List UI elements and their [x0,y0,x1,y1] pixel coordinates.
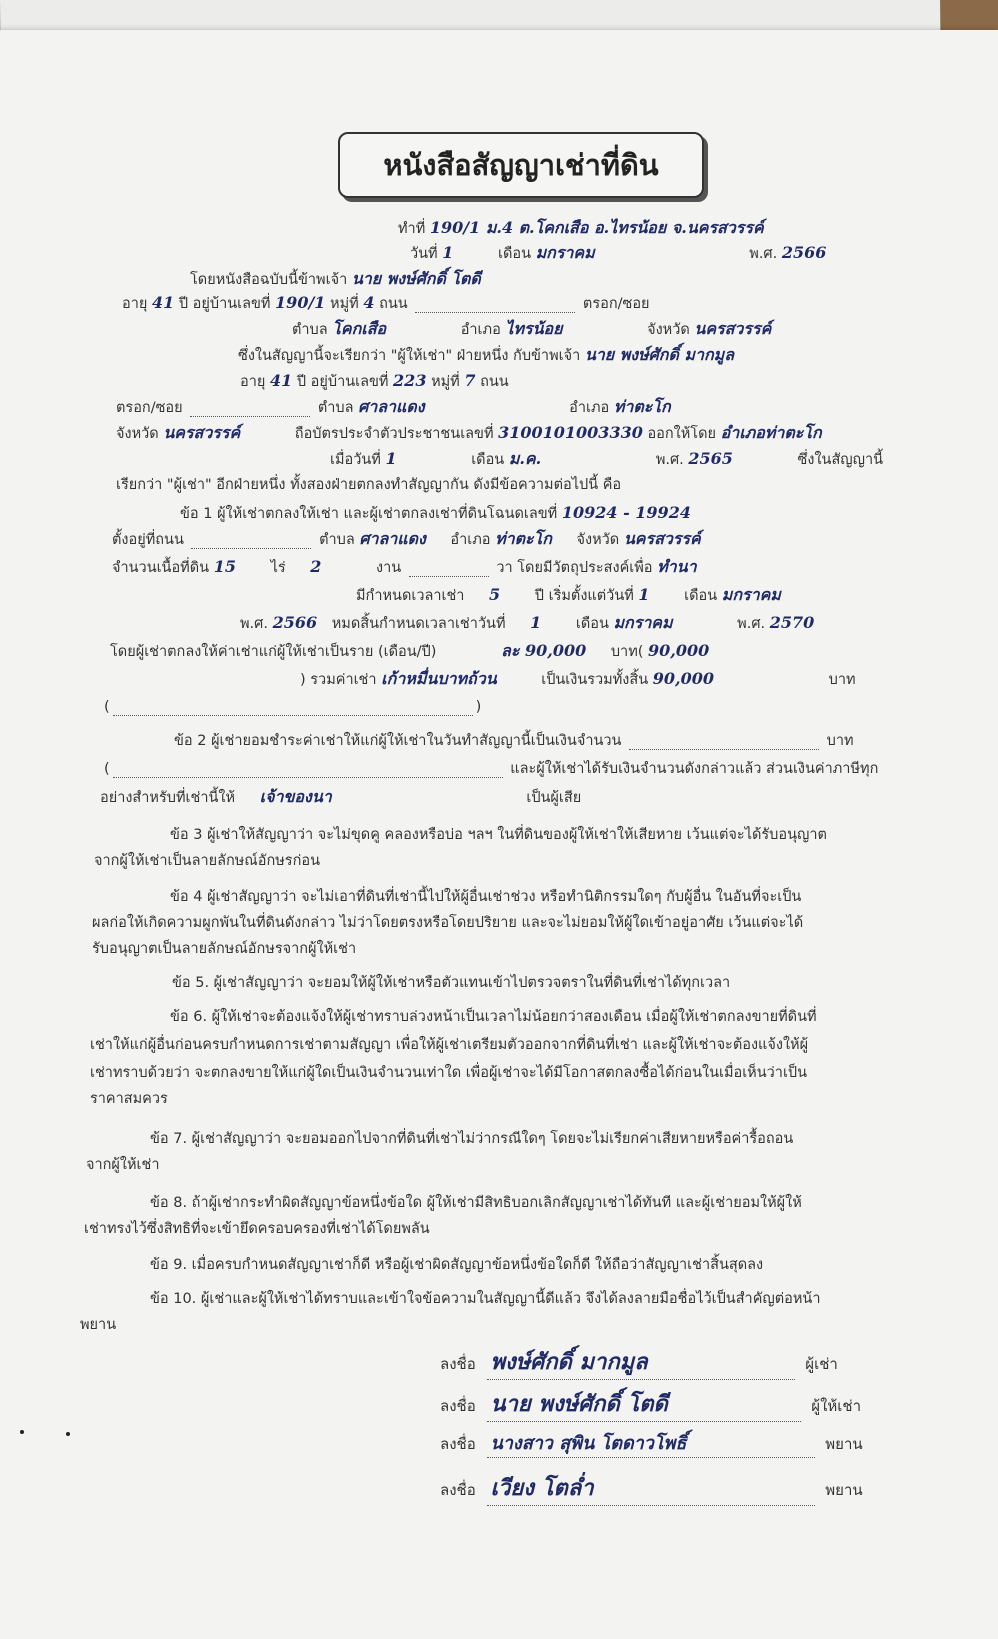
clause-1-line-1: ข้อ 1 ผู้ให้เช่าตกลงให้เช่า และผู้เช่าตกลงเช่าที่ดินโฉนดเลขที่ 10924 - 19924 [180,503,691,522]
clause-6-line-2: เช่าให้แก่ผู้อื่นก่อนครบกำหนดการเช่าตามสัญญา เพื่อให้ผู้เช่าเตรียมตัวออกจากที่ดินที่เช่า และผู้ให้เช่าจะต้องแจ้งให้ผู้ [90,1037,809,1053]
clause-2-line-1: ข้อ 2 ผู้เช่ายอมชำระค่าเช่าให้แก่ผู้ให้เช่าในวันทำสัญญานี้เป็นเงินจำนวน บาท [174,733,854,749]
total-amount: 90,000 [652,669,714,688]
lessee-issued-line: เมื่อวันที่ 1 เดือน ม.ค. พ.ศ. 2565 ซึ่งในสัญญานี้ [330,449,884,468]
clause-1-line-6: โดยผู้เช่าตกลงให้ค่าเช่าแก่ผู้ให้เช่าเป็นราย (เดือน/ปี) ละ 90,000 บาท( 90,000 [110,641,710,660]
clause-10-line-1: ข้อ 10. ผู้เช่าและผู้ให้เช่าได้ทราบและเข้าใจข้อความในสัญญานี้ดีแล้ว จึงได้ลงลายมือชื่อไว้เป็นสำคัญต่อหน้า [150,1291,821,1307]
clause-4-line-1: ข้อ 4 ผู้เช่าสัญญาว่า จะไม่เอาที่ดินที่เช่านี้ไปให้ผู้อื่นเช่าช่วง หรือทำนิติกรรมใดๆ กับผู้อื่น ในอันที่จะเป็น [170,889,802,905]
clause-5-line: ข้อ 5. ผู้เช่าสัญญาว่า จะยอมให้ผู้ให้เช่าหรือตัวแทนเข้าไปตรวจตราในที่ดินที่เช่าได้ทุกเวลา [172,975,731,991]
margin-dot [20,1430,24,1434]
margin-dot [66,1432,70,1436]
clause-8-line-2: เช่าทรงไว้ซึ่งสิทธิที่จะเข้ายึดครอบครองที่เช่าได้โดยพลัน [84,1221,430,1237]
signature-witness-2: ลงชื่อ เวียง โตล่ำ พยาน [440,1470,863,1506]
clause-1-line-8: ( ) [104,699,482,715]
lessee-called-line: เรียกว่า "ผู้เช่า" อีกฝ่ายหนึ่ง ทั้งสองฝ่ายตกลงทำสัญญากัน ดังมีข้อความต่อไปนี้ คือ [116,477,622,493]
clause-6-line-3: เช่าทราบด้วยว่า จะตกลงขายให้แก่ผู้ใดเป็นเงินจำนวนเท่าใด เพื่อผู้เช่าจะได้มีโอกาสตกลงซื้อได้ก่อนในเมื่อเห็นว่าเป็น [90,1065,808,1081]
lessee-id-line: จังหวัด นครสวรรค์ ถือบัตรประจำตัวประชาชนเลขที่ 3100101003330 ออกให้โดย อำเภอท่าตะโก [116,423,822,442]
deed-number: 10924 - 19924 [561,503,691,522]
lessor-location-line: ตำบล โคกเสือ อำเภอ ไทรน้อย จังหวัด นครสวรรค์ [292,319,772,338]
lessor-line: โดยหนังสือฉบับนี้ข้าพเจ้า นาย พงษ์ศักดิ์ โตดี [190,269,481,288]
signature-lessee: ลงชื่อ พงษ์ศักดิ์ มากมูล ผู้เช่า [440,1344,838,1380]
clause-4-line-2: ผลก่อให้เกิดความผูกพันในที่ดินดังกล่าว ไม่ว่าโดยตรงหรือโดยปริยาย และจะไม่ยอมให้ผู้ใดเข้าอยู่อาศัย เว้นแต่จะได้ [92,915,804,931]
lessee-location-line: ตรอก/ซอย ตำบล ศาลาแดง อำเภอ ท่าตะโก [116,397,671,416]
signature-witness-1: ลงชื่อ นางสาว สุพิน โตดาวโพธิ์ พยาน [440,1428,863,1458]
clause-1-line-5: พ.ศ. 2566 หมดสิ้นกำหนดเวลาเช่าวันที่ 1 เดือน มกราคม พ.ศ. 2570 [240,613,815,632]
clause-2-line-3: อย่างสำหรับที่เช่านี้ให้ เจ้าของนา เป็นผู้เสีย [100,787,582,806]
document-title: หนังสือสัญญาเช่าที่ดิน [338,132,704,198]
clause-9-line: ข้อ 9. เมื่อครบกำหนดสัญญาเช่าก็ดี หรือผู้เช่าผิดสัญญาข้อหนึ่งข้อใดก็ดี ให้ถือว่าสัญญาเช่าสิ้นสุดลง [150,1257,764,1273]
clause-4-line-3: รับอนุญาตเป็นลายลักษณ์อักษรจากผู้ให้เช่า [92,941,357,957]
clause-1-line-2: ตั้งอยู่ที่ถนน ตำบล ศาลาแดง อำเภอ ท่าตะโก จังหวัด นครสวรรค์ [112,529,701,548]
made-at-value: 190/1 ม.4 ต.โคกเสือ อ.ไทรน้อย จ.นครสวรรค์ [429,218,764,237]
clause-1-line-3: จำนวนเนื้อที่ดิน 15 ไร่ 2 งาน วา โดยมีวัตถุประสงค์เพื่อ ทำนา [112,557,697,576]
clause-10-line-2: พยาน [80,1317,117,1333]
clause-6-line-1: ข้อ 6. ผู้ให้เช่าจะต้องแจ้งให้ผู้เช่าทราบล่วงหน้าเป็นเวลาไม่น้อยกว่าสองเดือน เมื่อผู้ให้เช่าตกลงขายที่ดินที่ [170,1009,817,1025]
lessee-address-line: อายุ 41 ปี อยู่บ้านเลขที่ 223 หมู่ที่ 7 ถนน [240,371,509,390]
lessee-intro-line: ซึ่งในสัญญานี้จะเรียกว่า "ผู้ให้เช่า" ฝ่ายหนึ่ง กับข้าพเจ้า นาย พงษ์ศักดิ์ มากมูล [238,345,734,364]
lessee-name: นาย พงษ์ศักดิ์ มากมูล [584,345,734,364]
clause-2-line-2: ( และผู้ให้เช่าได้รับเงินจำนวนดังกล่าวแล้ว ส่วนเงินค่าภาษีทุก [104,761,879,777]
date-line: วันที่ 1 เดือน มกราคม พ.ศ. 2566 [410,243,827,262]
id-number: 3100101003330 [498,423,643,442]
clause-8-line-1: ข้อ 8. ถ้าผู้เช่ากระทำผิดสัญญาข้อหนึ่งข้อใด ผู้ให้เช่ามีสิทธิบอกเลิกสัญญาเช่าได้ทันที และผู้เช่ายอมให้ผู้ให้ [150,1195,802,1211]
lessor-address-line: อายุ 41 ปี อยู่บ้านเลขที่ 190/1 หมู่ที่ 4 ถนน ตรอก/ซอย [122,293,650,312]
clause-7-line-1: ข้อ 7. ผู้เช่าสัญญาว่า จะยอมออกไปจากที่ดินที่เช่าไม่ว่ากรณีใดๆ โดยจะไม่เรียกค่าเสียหายหรือค่ารื้อถอน [150,1131,794,1147]
clause-1-line-4: มีกำหนดเวลาเช่า 5 ปี เริ่มตั้งแต่วันที่ 1 เดือน มกราคม [356,585,781,604]
clause-7-line-2: จากผู้ให้เช่า [86,1157,160,1173]
clause-3-line-2: จากผู้ให้เช่าเป็นลายลักษณ์อักษรก่อน [94,853,320,869]
clause-3-line-1: ข้อ 3 ผู้เช่าให้สัญญาว่า จะไม่ขุดคู คลองหรือบ่อ ฯลฯ ในที่ดินของผู้ให้เช่าให้เสียหาย เว้นแต่จะได้รับอนุญาต [170,827,827,843]
made-at-line: ทำที่ 190/1 ม.4 ต.โคกเสือ อ.ไทรน้อย จ.นครสวรรค์ [398,218,764,237]
signature-lessor: ลงชื่อ นาย พงษ์ศักดิ์ โตดี ผู้ให้เช่า [440,1386,861,1422]
clause-1-line-7: ) รวมค่าเช่า เก้าหมื่นบาทถ้วน เป็นเงินรวมทั้งสิ้น 90,000 บาท [300,669,856,688]
lessor-name: นาย พงษ์ศักดิ์ โตดี [351,269,481,288]
clause-6-line-4: ราคาสมควร [90,1091,168,1107]
